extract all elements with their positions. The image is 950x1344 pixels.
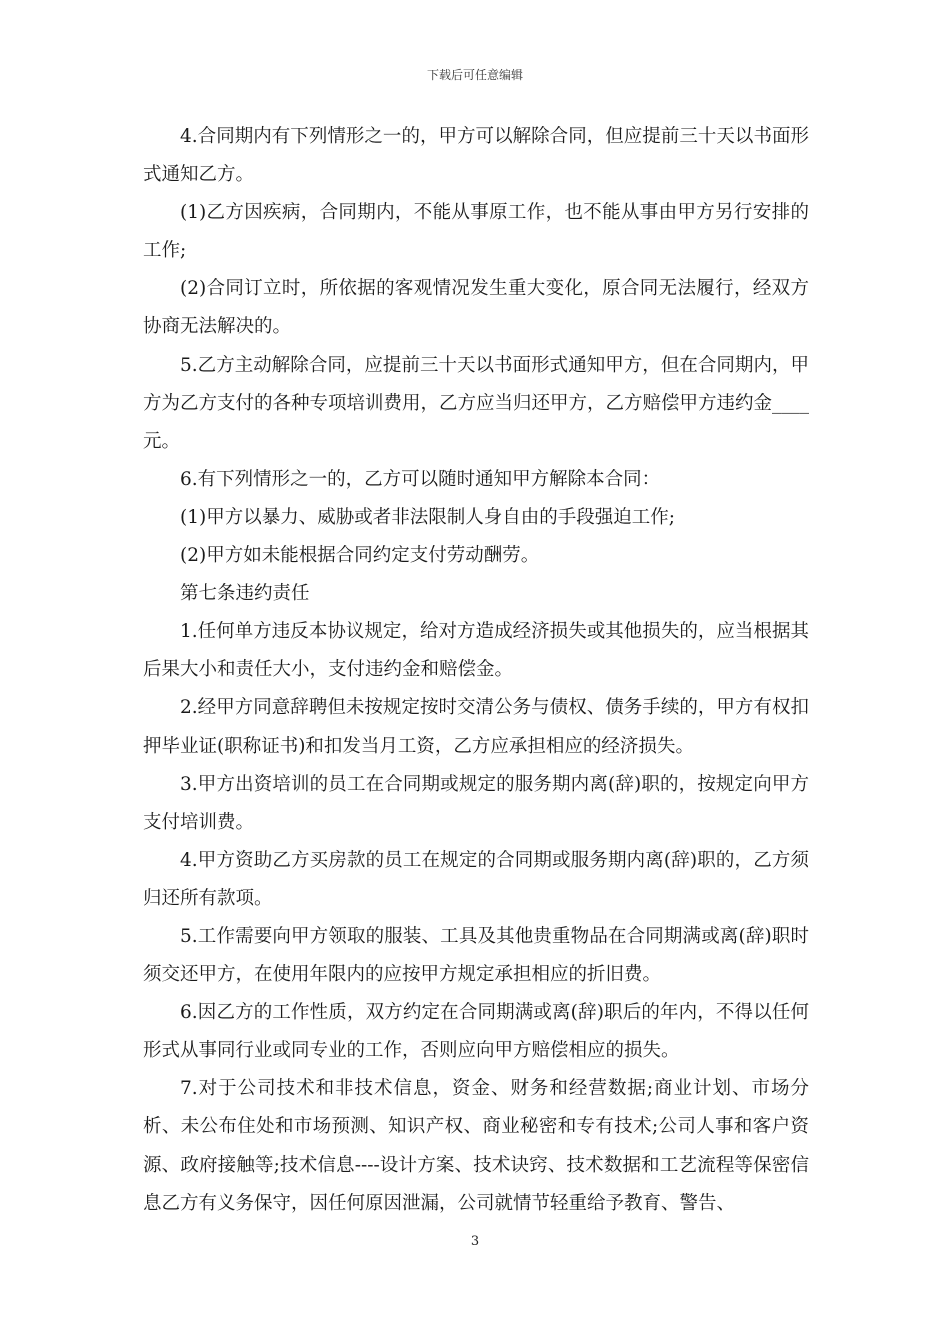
paragraph: 1.任何单方违反本协议规定，给对方造成经济损失或其他损失的，应当根据其后果大小和责任大小，支付违约金和赔偿金。	[143, 621, 809, 681]
document-body	[143, 118, 809, 1223]
paragraph: 4.合同期内有下列情形之一的，甲方可以解除合同，但应提前三十天以书面形式通知乙方。	[143, 126, 809, 186]
page-header: 下载后可任意编辑	[426, 68, 523, 82]
page-number: 3	[470, 1234, 480, 1249]
paragraph: 7.对于公司技术和非技术信息，资金、财务和经营数据;商业计划、市场分析、未公布住处和市场预测、知识产权、商业秘密和专有技术;公司人事和客户资源、政府接触等;技术信息----设计方案、技术诀窍、技术数据和工艺流程等保密信息乙方有义务保守，因任何原因泄漏，公司就情节轻重给予教育、警告、	[143, 1078, 809, 1214]
paragraph: 3.甲方出资培训的员工在合同期或规定的服务期内离(辞)职的，按规定向甲方支付培训费。	[143, 773, 809, 833]
paragraph: (2)甲方如未能根据合同约定支付劳动酬劳。	[180, 545, 540, 567]
paragraph: 2.经甲方同意辞聘但未按规定按时交清公务与债权、债务手续的，甲方有权扣押毕业证(职称证书)和扣发当月工资，乙方应承担相应的经济损失。	[143, 697, 809, 757]
paragraph: 6.因乙方的工作性质，双方约定在合同期满或离(辞)职后的年内，不得以任何形式从事同行业或同专业的工作，否则应向甲方赔偿相应的损失。	[143, 1002, 809, 1062]
paragraph: 6.有下列情形之一的，乙方可以随时通知甲方解除本合同：	[180, 468, 661, 490]
paragraph: 4.甲方资助乙方买房款的员工在规定的合同期或服务期内离(辞)职的，乙方须归还所有款项。	[143, 849, 809, 909]
paragraph: 5.工作需要向甲方领取的服装、工具及其他贵重物品在合同期满或离(辞)职时须交还甲方，在使用年限内的应按甲方规定承担相应的折旧费。	[143, 925, 809, 986]
paragraph: (1)乙方因疾病，合同期内，不能从事原工作，也不能从事由甲方另行安排的工作;	[143, 202, 809, 262]
paragraph: (2)合同订立时，所依据的客观情况发生重大变化，原合同无法履行，经双方协商无法解决的。	[143, 278, 809, 338]
paragraph: (1)甲方以暴力、威胁或者非法限制人身自由的手段强迫工作;	[180, 506, 675, 528]
section-heading: 第七条违约责任	[180, 583, 310, 605]
paragraph: 5.乙方主动解除合同，应提前三十天以书面形式通知甲方，但在合同期内，甲方为乙方支付的各种专项培训费用，乙方应当归还甲方，乙方赔偿甲方违约金____元。	[143, 354, 810, 452]
